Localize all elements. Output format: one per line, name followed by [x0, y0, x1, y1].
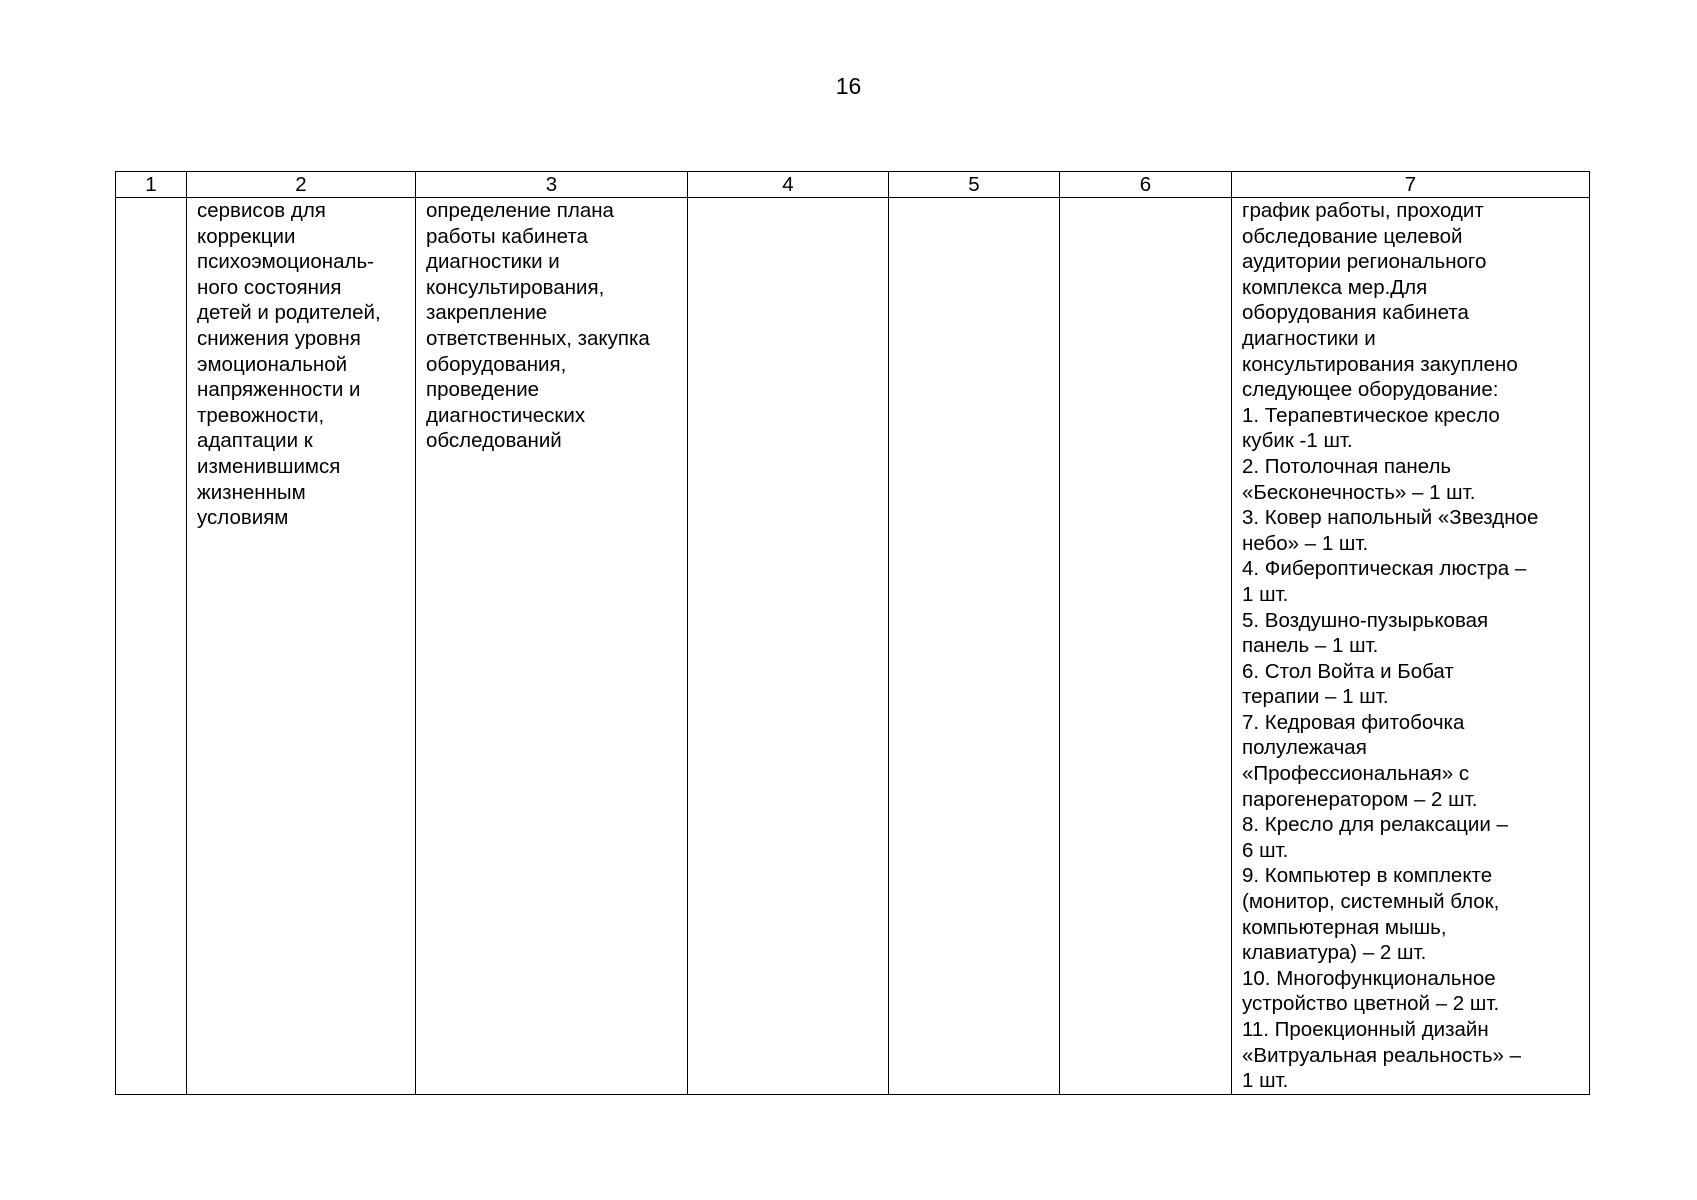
cell-col-1 — [116, 198, 187, 1095]
cell-col-6 — [1060, 198, 1232, 1095]
cell-col-5 — [889, 198, 1060, 1095]
column-header-2: 2 — [187, 172, 416, 198]
cell-col-3: определение плана работы кабинета диагностики и консультирования, закрепление ответственных, закупка оборудования, проведение диагностических обследований — [416, 198, 688, 1095]
cell-col-2: сервисов для коррекции психоэмоциональ- ного состояния детей и родителей, снижения уровня эмоциональной напряженности и тревожности, адаптации к изменившимся жизненным условиям — [187, 198, 416, 1095]
page-number: 16 — [835, 73, 862, 99]
column-header-5: 5 — [889, 172, 1060, 198]
header-row — [116, 172, 1590, 198]
column-header-3: 3 — [416, 172, 688, 198]
table-body — [116, 198, 1590, 1095]
column-header-7: 7 — [1232, 172, 1590, 198]
table-row — [116, 198, 1590, 1095]
data-table — [115, 171, 1590, 1095]
table-header — [116, 172, 1590, 198]
column-header-1: 1 — [116, 172, 187, 198]
column-header-4: 4 — [688, 172, 889, 198]
column-header-6: 6 — [1060, 172, 1232, 198]
cell-col-4 — [688, 198, 889, 1095]
cell-col-7: график работы, проходит обследование целевой аудитории регионального комплекса мер.Для оборудования кабинета диагностики и консультирования закуплено следующее оборудование: 1. Терапевтическое кресло кубик -1 шт. 2. Потолочная панель «Бесконечность» – 1 шт. 3. Ковер напольный «Звездное небо» – 1 шт. 4. Фибероптическая люстра – 1 шт. 5. Воздушно-пузырьковая панель – 1 шт. 6. Стол Войта и Бобат терапии – 1 шт. 7. Кедровая фитобочка полулежачая «Профессиональная» с парогенератором – 2 шт. 8. Кресло для релаксации – 6 шт. 9. Компьютер в комплекте (монитор, системный блок, компьютерная мышь, клавиатура) – 2 шт. 10. Многофункциональное устройство цветной – 2 шт. 11. Проекционный дизайн «Витруальная реальность» – 1 шт. — [1232, 198, 1590, 1095]
